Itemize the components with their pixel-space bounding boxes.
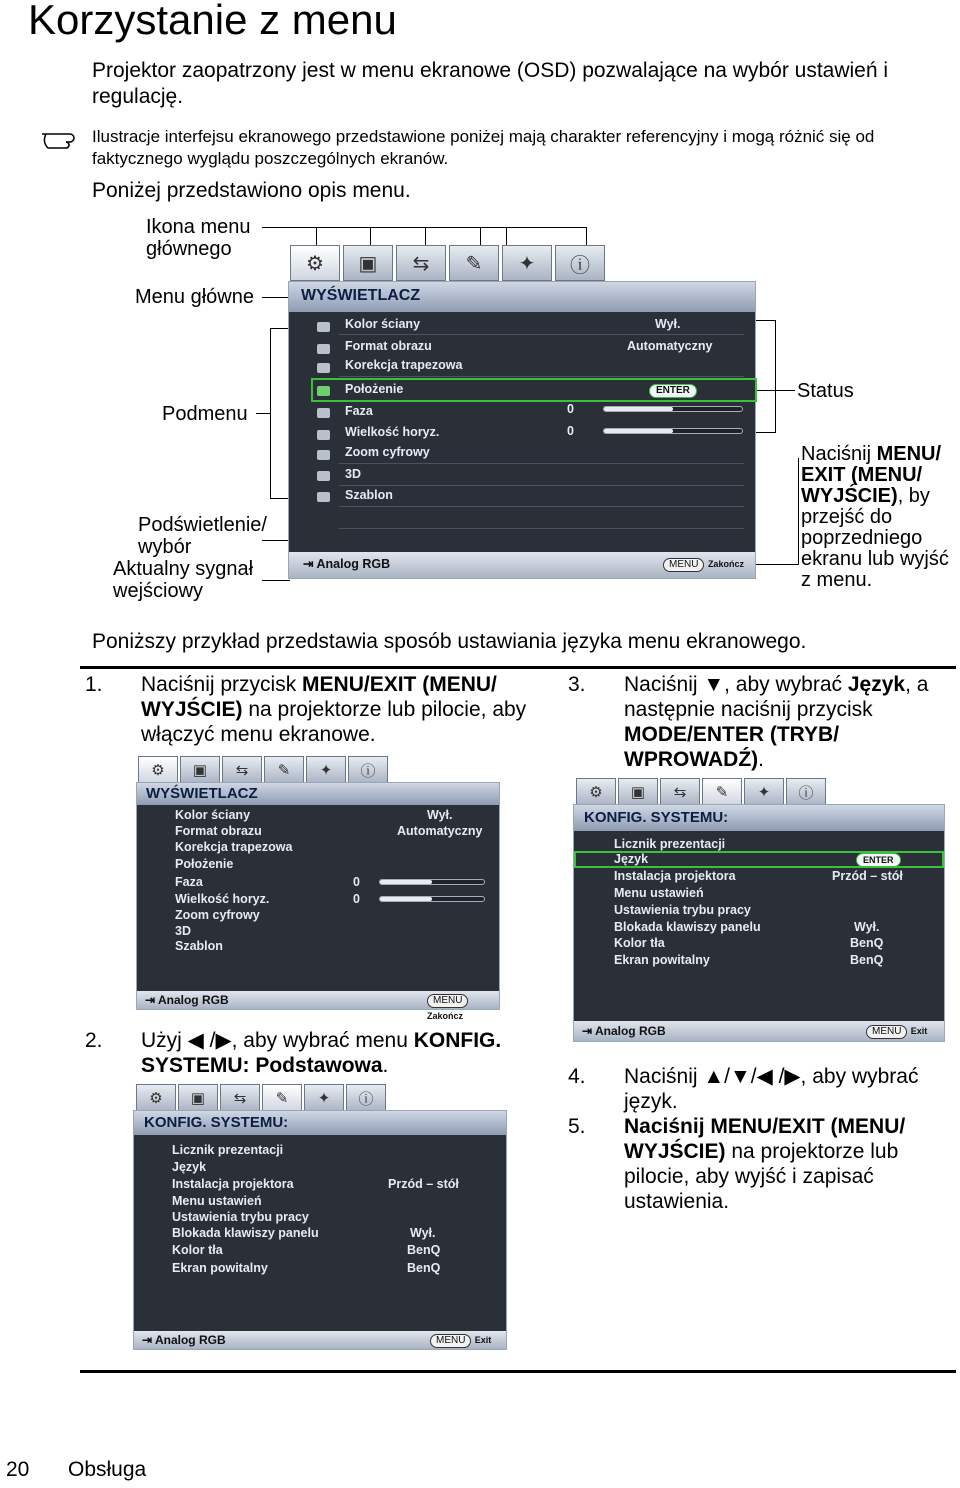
status-value: BenQ bbox=[850, 936, 884, 950]
status-value: Wył. bbox=[854, 920, 880, 934]
zoom-icon bbox=[317, 450, 330, 460]
osd2-tabs bbox=[136, 1084, 386, 1112]
intro-text: Projektor zaopatrzony jest w menu ekranowe (OSD) pozwalające na wybór ustawień i regulację. bbox=[92, 59, 889, 108]
menu-item[interactable]: Faza bbox=[175, 875, 203, 889]
tab-advanced-setup-icon[interactable]: ✦ bbox=[304, 1084, 344, 1112]
tab-picture-icon[interactable]: ▣ bbox=[178, 1084, 218, 1112]
tab-source-icon[interactable]: ⇆ bbox=[660, 778, 700, 806]
tab-advanced-setup-icon[interactable]: ✦ bbox=[744, 778, 784, 806]
menu-item[interactable]: Wielkość horyz. bbox=[345, 425, 440, 439]
menu-item[interactable]: Licznik prezentacji bbox=[614, 837, 726, 851]
tab-display-icon[interactable]: ⚙ bbox=[576, 778, 616, 806]
enter-badge: ENTER bbox=[856, 853, 901, 867]
h-size-value: 0 bbox=[567, 424, 574, 438]
step-5-text: Naciśnij MENU/EXIT (MENU/ WYJŚCIE) na projektorze lub pilocie, aby wyjść i zapisać ustawienia. bbox=[624, 1115, 906, 1213]
input-icon: ⇥ bbox=[142, 1333, 153, 1347]
step-number: 2. bbox=[85, 1029, 103, 1052]
osd-header: WYŚWIETLACZ bbox=[137, 783, 499, 805]
tab-picture-icon[interactable]: ▣ bbox=[618, 778, 658, 806]
tab-source-icon[interactable]: ⇆ bbox=[396, 245, 446, 281]
page-number: 20 bbox=[6, 1458, 30, 1481]
osd-header: KONFIG. SYSTEMU: bbox=[574, 805, 944, 831]
tab-display-icon[interactable]: ⚙ bbox=[290, 245, 340, 281]
menu-item[interactable]: Format obrazu bbox=[345, 339, 432, 353]
input-signal: Analog RGB bbox=[154, 1333, 226, 1347]
menu-item[interactable]: Ekran powitalny bbox=[614, 953, 710, 967]
tab-setup-icon[interactable]: ✎ bbox=[262, 1084, 302, 1112]
status-value: Automatyczny bbox=[397, 824, 483, 838]
step-number: 4. bbox=[568, 1065, 586, 1088]
callout-highlight: Podświetlenie/ wybór bbox=[138, 514, 267, 558]
step-number: 3. bbox=[568, 673, 586, 696]
h-size-value: 0 bbox=[353, 892, 360, 906]
phase-value: 0 bbox=[567, 402, 574, 416]
status-value: Wył. bbox=[410, 1226, 436, 1240]
tab-advanced-setup-icon[interactable]: ✦ bbox=[306, 756, 346, 784]
menu-exit-hint[interactable]: MENUZakończ bbox=[427, 992, 499, 1022]
status-value: Automatyczny bbox=[627, 339, 713, 353]
osd3-tabs bbox=[576, 778, 826, 806]
phase-icon bbox=[317, 408, 330, 418]
menu-item[interactable]: Instalacja projektora bbox=[172, 1177, 294, 1191]
osd-footer bbox=[289, 552, 755, 578]
osd-header: WYŚWIETLACZ bbox=[289, 282, 755, 312]
tab-display-icon[interactable]: ⚙ bbox=[136, 1084, 176, 1112]
pointing-hand-icon bbox=[40, 124, 86, 152]
osd-footer bbox=[134, 1331, 506, 1349]
callout-main-menu: Menu główne bbox=[135, 286, 254, 308]
step-1-text: Naciśnij przycisk MENU/EXIT (MENU/ WYJŚCIE) na projektorze lub pilocie, aby włączyć menu ekranowe. bbox=[141, 673, 527, 746]
osd-display-small bbox=[136, 782, 500, 1021]
osd-display-menu bbox=[288, 281, 756, 579]
menu-exit-hint[interactable]: MENU Exit bbox=[430, 1332, 491, 1348]
tab-display-icon[interactable]: ⚙ bbox=[138, 756, 178, 784]
desc-text: Poniżej przedstawiono opis menu. bbox=[92, 179, 411, 202]
menu-item[interactable]: Szablon bbox=[345, 488, 393, 502]
tab-info-icon[interactable]: ⓘ bbox=[555, 245, 605, 281]
osd-footer bbox=[137, 991, 499, 1021]
example-intro: Poniższy przykład przedstawia sposób ustawiania języka menu ekranowego. bbox=[92, 630, 807, 653]
tab-picture-icon[interactable]: ▣ bbox=[180, 756, 220, 784]
status-value: BenQ bbox=[407, 1261, 441, 1275]
phase-slider[interactable] bbox=[379, 879, 485, 885]
position-icon bbox=[317, 386, 330, 396]
section-name: Obsługa bbox=[68, 1458, 147, 1481]
tab-setup-icon[interactable]: ✎ bbox=[449, 245, 499, 281]
status-value: BenQ bbox=[850, 953, 884, 967]
callout-status: Status bbox=[797, 380, 854, 402]
tab-info-icon[interactable]: ⓘ bbox=[786, 778, 826, 806]
menu-item[interactable]: Szablon bbox=[175, 939, 223, 953]
status-value: Wył. bbox=[655, 317, 681, 331]
tab-picture-icon[interactable]: ▣ bbox=[343, 245, 393, 281]
menu-item[interactable]: Zoom cyfrowy bbox=[175, 908, 260, 922]
phase-value: 0 bbox=[353, 875, 360, 889]
input-signal: Analog RGB bbox=[316, 557, 391, 571]
input-icon: ⇥ bbox=[582, 1024, 593, 1038]
menu-item[interactable]: Kolor ściany bbox=[175, 808, 251, 822]
osd-system-selected bbox=[573, 804, 945, 1042]
menu-item[interactable]: Menu ustawień bbox=[172, 1194, 262, 1208]
3d-icon bbox=[317, 471, 330, 481]
menu-exit-hint[interactable]: MENU Zakończ bbox=[663, 556, 744, 572]
status-value: Wył. bbox=[427, 808, 453, 822]
menu-item[interactable]: Korekcja trapezowa bbox=[345, 358, 463, 372]
tab-source-icon[interactable]: ⇆ bbox=[220, 1084, 260, 1112]
osd-main-tabs bbox=[290, 245, 605, 281]
status-value: Przód – stół bbox=[832, 869, 903, 883]
menu-item[interactable]: Licznik prezentacji bbox=[172, 1143, 284, 1157]
menu-item[interactable]: Położenie bbox=[175, 857, 234, 871]
menu-item[interactable]: Instalacja projektora bbox=[614, 869, 736, 883]
aspect-ratio-icon bbox=[317, 344, 330, 354]
input-icon: ⇥ bbox=[303, 557, 314, 571]
tab-setup-icon[interactable]: ✎ bbox=[264, 756, 304, 784]
menu-item-selected[interactable]: Język bbox=[614, 852, 649, 866]
menu-exit-hint[interactable]: MENU Exit bbox=[866, 1023, 927, 1039]
menu-item[interactable]: Faza bbox=[345, 404, 373, 418]
menu-item[interactable]: 3D bbox=[345, 467, 361, 481]
input-signal: Analog RGB bbox=[594, 1024, 666, 1038]
menu-item[interactable]: Ekran powitalny bbox=[172, 1261, 268, 1275]
tab-info-icon[interactable]: ⓘ bbox=[346, 1084, 386, 1112]
menu-item[interactable]: Zoom cyfrowy bbox=[345, 445, 430, 459]
h-size-slider[interactable] bbox=[379, 896, 485, 902]
menu-item[interactable]: Blokada klawiszy panelu bbox=[614, 920, 761, 934]
input-signal: Analog RGB bbox=[157, 993, 229, 1007]
menu-item[interactable]: Kolor tła bbox=[172, 1243, 223, 1257]
menu-item-selected[interactable]: Położenie bbox=[345, 382, 404, 396]
input-icon: ⇥ bbox=[145, 993, 156, 1007]
step-3-text: Naciśnij ▼, aby wybrać Język, a następnie naciśnij przycisk MODE/ENTER (TRYB/ WPROWADŹ). bbox=[624, 673, 929, 771]
note-text: Ilustracje interfejsu ekranowego przedstawione poniżej mają charakter referencyjny i mogą różnić się od faktycznego wyglądu poszczególnych ekranów. bbox=[92, 127, 875, 168]
menu-item[interactable]: Wielkość horyz. bbox=[175, 892, 270, 906]
tab-source-icon[interactable]: ⇆ bbox=[222, 756, 262, 784]
step-2-text: Użyj ◀ /▶, aby wybrać menu KONFIG. SYSTEMU: Podstawowa. bbox=[141, 1029, 502, 1077]
tab-setup-icon[interactable]: ✎ bbox=[702, 778, 742, 806]
step-number: 5. bbox=[568, 1115, 586, 1138]
status-value: Przód – stół bbox=[388, 1177, 459, 1191]
tab-info-icon[interactable]: ⓘ bbox=[348, 756, 388, 784]
divider bbox=[80, 1370, 956, 1373]
callout-submenu: Podmenu bbox=[162, 403, 248, 425]
callout-press-menu: Naciśnij MENU/ EXIT (MENU/ WYJŚCIE), by przejść do poprzedniego ekranu lub wyjść z menu. bbox=[801, 443, 949, 591]
menu-item[interactable]: Format obrazu bbox=[175, 824, 262, 838]
menu-item[interactable]: Ustawienia trybu pracy bbox=[172, 1210, 309, 1224]
callout-signal: Aktualny sygnał wejściowy bbox=[113, 558, 254, 602]
page-title: Korzystanie z menu bbox=[28, 0, 397, 43]
menu-item[interactable]: Menu ustawień bbox=[614, 886, 704, 900]
osd-header: KONFIG. SYSTEMU: bbox=[134, 1111, 506, 1135]
template-icon bbox=[317, 492, 330, 502]
menu-item[interactable]: Ustawienia trybu pracy bbox=[614, 903, 751, 917]
menu-item[interactable]: Kolor ściany bbox=[345, 317, 421, 331]
h-size-icon bbox=[317, 430, 330, 440]
keystone-icon bbox=[317, 363, 330, 373]
divider bbox=[80, 666, 956, 669]
osd-system-small bbox=[133, 1110, 507, 1350]
menu-item[interactable]: Język bbox=[172, 1160, 207, 1174]
enter-badge: ENTER bbox=[649, 384, 697, 398]
menu-item[interactable]: Korekcja trapezowa bbox=[175, 840, 293, 854]
step-number: 1. bbox=[85, 673, 103, 696]
osd1-tabs bbox=[138, 756, 388, 784]
h-size-slider[interactable] bbox=[603, 428, 743, 434]
tab-advanced-setup-icon[interactable]: ✦ bbox=[502, 245, 552, 281]
status-value: BenQ bbox=[407, 1243, 441, 1257]
wall-color-icon bbox=[317, 322, 330, 332]
osd-footer bbox=[574, 1021, 944, 1041]
step-4-text: Naciśnij ▲/▼/◀ /▶, aby wybrać język. bbox=[624, 1065, 919, 1113]
menu-item[interactable]: 3D bbox=[175, 924, 191, 938]
callout-main-icon: Ikona menu głównego bbox=[146, 216, 251, 260]
menu-item[interactable]: Kolor tła bbox=[614, 936, 665, 950]
phase-slider[interactable] bbox=[603, 406, 743, 412]
menu-item[interactable]: Blokada klawiszy panelu bbox=[172, 1226, 319, 1240]
